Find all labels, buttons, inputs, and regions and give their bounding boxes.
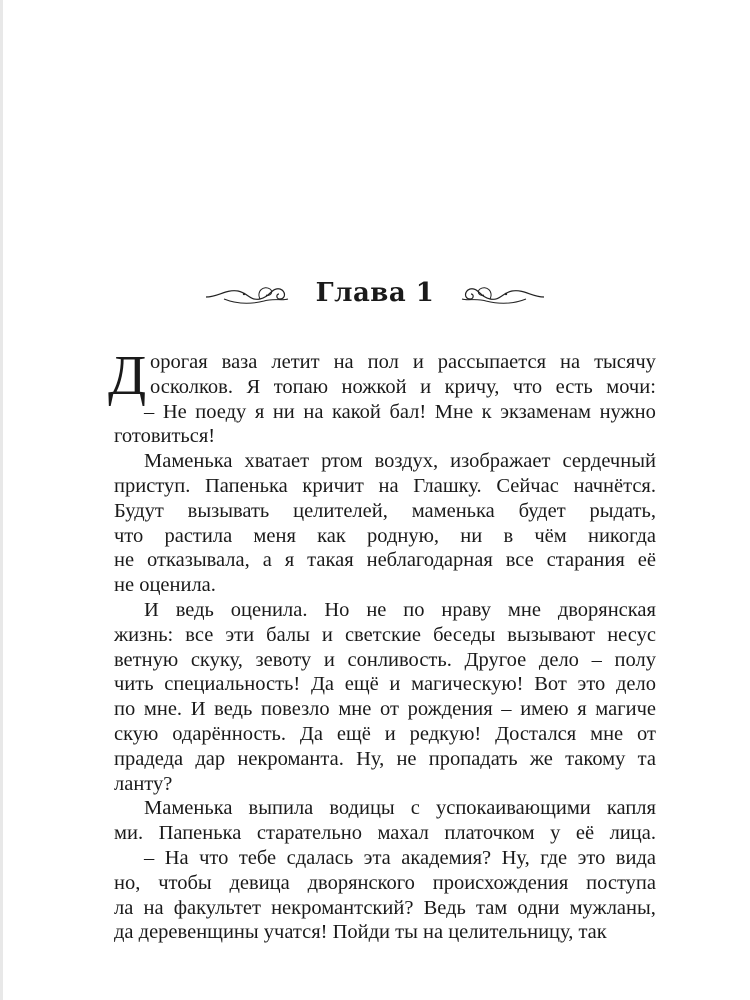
text-line: прадеда дар некроманта. Ну, не пропадать же такому та: [114, 747, 656, 770]
text-line: Будут вызывать целителей, маменька будет рыдать,: [114, 499, 656, 522]
text-line: не отказывала, а я такая неблагодарная все старания её: [114, 549, 656, 572]
text-line: орогая ваза летит на пол и рассыпается на тысячу: [150, 351, 656, 373]
text-line: да деревенщины учатся! Пойди ты на целительницу, так: [114, 921, 607, 944]
text-line: Маменька хватает ртом воздух, изображает сердечный: [144, 450, 656, 473]
swirl-ornament-right-icon: [460, 279, 546, 307]
text-line: жизнь: все эти балы и светские беседы вызывают несус: [114, 623, 656, 646]
text-line: – На что тебе сдалась эта академия? Ну, где это вида: [144, 846, 656, 869]
text-line: готовиться!: [114, 425, 216, 448]
text-line: не оценила.: [114, 574, 216, 597]
text-line: приступ. Папенька кричит на Глашку. Сейчас начнётся.: [114, 474, 656, 497]
text-line: ветную скуку, зевоту и сонливость. Другое дело – полу: [114, 648, 656, 671]
text-line: ланту?: [114, 772, 173, 795]
text-line: И ведь оценила. Но не по нраву мне дворянская: [144, 598, 656, 621]
text-line: по мне. И ведь повезло мне от рождения – имею я магиче: [114, 698, 656, 721]
text-line: осколков. Я топаю ножкой и кричу, что есть мочи:: [150, 375, 656, 398]
text-line: но, чтобы девица дворянского происхождения поступа: [114, 871, 656, 894]
drop-cap: Д: [108, 345, 147, 407]
swirl-ornament-left-icon: [204, 279, 290, 307]
page-edge: [0, 0, 3, 1000]
text-line: – Не поеду я ни на какой бал! Мне к экзаменам нужно: [144, 400, 656, 423]
chapter-heading: [0, 268, 750, 318]
text-line: чить специальность! Да ещё и магическую! Вот это дело: [114, 673, 656, 696]
text-line: ми. Папенька старательно махал платочком у её лица.: [114, 822, 656, 845]
chapter-title: Глава 1: [315, 278, 435, 308]
text-line: скую одарённость. Да ещё и редкую! Достался мне от: [114, 722, 656, 745]
text-line: Маменька выпила водицы с успокаивающими капля: [144, 797, 656, 820]
chapter-body: [108, 345, 656, 945]
text-line: ла на факультет некромантский? Ведь там одни мужланы,: [114, 896, 656, 919]
text-line: что растила меня как родную, ни в чём никогда: [114, 524, 656, 547]
